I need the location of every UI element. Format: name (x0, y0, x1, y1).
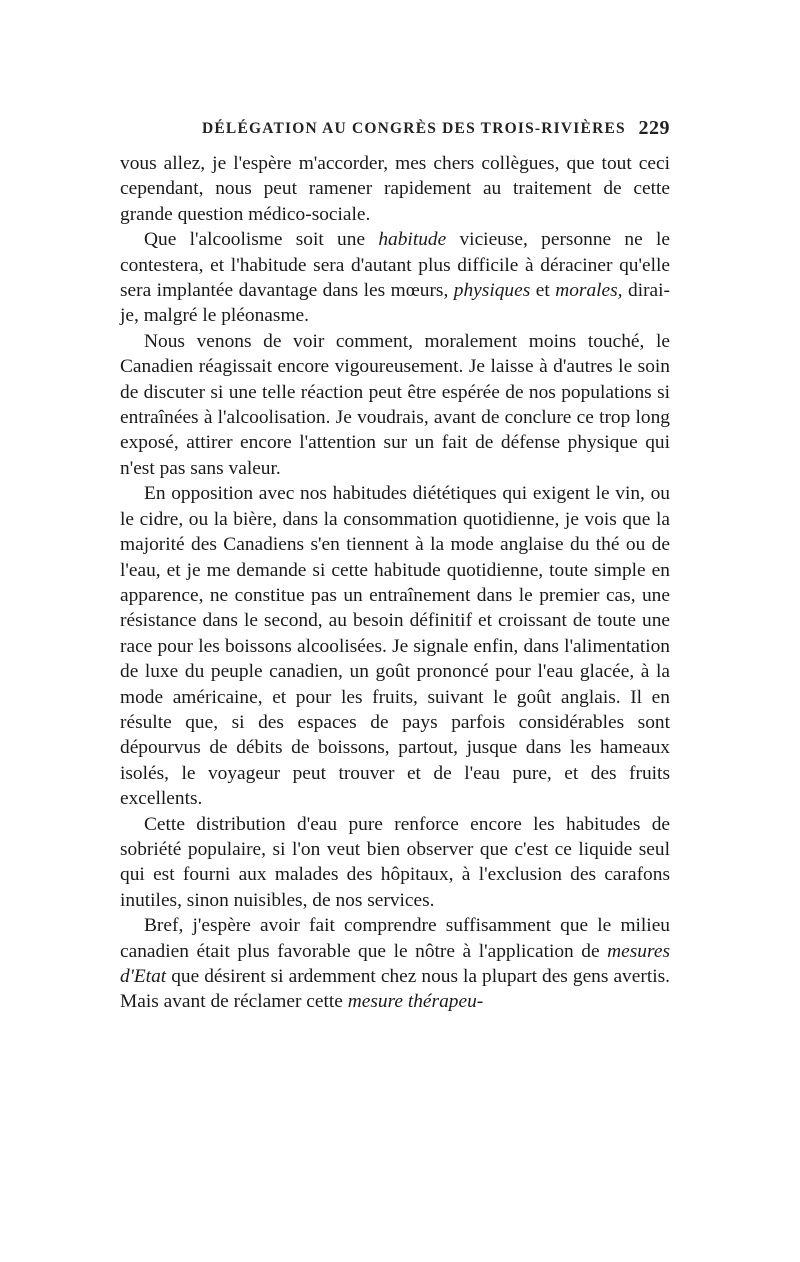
page-number: 229 (638, 117, 670, 139)
text-segment: Nous venons de voir comment, moralement moins touché, le Canadien réagissait encore vigoureusement. Je laisse à d'autres le soin de discuter si une telle réaction peut être espérée de nos populations si entraînées à l'alcoolisation. Je voudrais, avant de conclure ce trop long exposé, attirer encore l'attention sur un fait de défense physique qui n'est pas sans valeur. (120, 330, 670, 479)
italic-term: habitude (378, 229, 447, 251)
text-segment: dirai-je, malgré le pléonasme. (120, 280, 670, 327)
paragraph (120, 329, 670, 481)
text-segment: En opposition avec nos habitudes diététiques qui exigent le vin, ou le cidre, ou la bière, dans la consommation quotidienne, je vois que la majorité des Canadiens s'en tiennent à la mode anglaise du thé ou de l'eau, et je me demande si cette habitude quotidienne, toute simple en apparence, ne constitue pas un entraînement dans le premier cas, une résistance dans le second, au besoin définitif et croissant de toute une race pour les boissons alcoolisées. Je signale enfin, dans l'alimentation de luxe du peuple canadien, un goût prononcé pour l'eau glacée, à la mode américaine, et pour les fruits, suivant le goût anglais. Il en résulte que, si des espaces de pays parfois considérables sont dépourvus de débits de boissons, partout, jusque dans les hameaux isolés, le voyageur peut trouver et de l'eau pure, et des fruits excellents. (120, 483, 670, 810)
text-segment: vous allez, je l'espère m'accorder, mes chers collègues, que tout ceci cependant, nous peut ramener rapidement au traitement de cette grande question médico-sociale. (120, 153, 670, 225)
text-segment: que désirent si ardemment chez nous la plupart des gens avertis. Mais avant de réclamer cette (120, 966, 670, 1013)
text-segment: et (530, 280, 556, 302)
italic-term: morales, (555, 280, 623, 302)
paragraph (120, 481, 670, 811)
italic-term: mesures d'Etat (120, 940, 670, 987)
body-text (120, 151, 670, 1015)
book-page (120, 115, 670, 1015)
running-title: DÉLÉGATION AU CONGRÈS DES TROIS-RIVIÈRES (202, 120, 626, 137)
text-segment: vicieuse, personne ne le contestera, et l'habitude sera d'autant plus difficile à déraciner qu'elle sera implantée davantage dans les mœurs, (120, 229, 671, 302)
running-header (120, 115, 670, 151)
text-segment: Que l'alcoolisme soit une (144, 229, 379, 251)
paragraph (120, 812, 670, 914)
text-segment: Cette distribution d'eau pure renforce encore les habitudes de sobriété populaire, si l'on veut bien observer que c'est ce liquide seul qui est fourni aux malades des hôpitaux, à l'exclusion des carafons inutiles, sinon nuisibles, de nos services. (120, 813, 670, 911)
paragraph (120, 227, 670, 329)
italic-term: physiques (453, 280, 531, 302)
text-segment: Bref, j'espère avoir fait comprendre suffisamment que le milieu canadien était plus favorable que le nôtre à l'application de (120, 915, 670, 962)
italic-term: mesure thérapeu- (347, 991, 484, 1013)
paragraph (120, 913, 670, 1015)
paragraph (120, 151, 670, 227)
